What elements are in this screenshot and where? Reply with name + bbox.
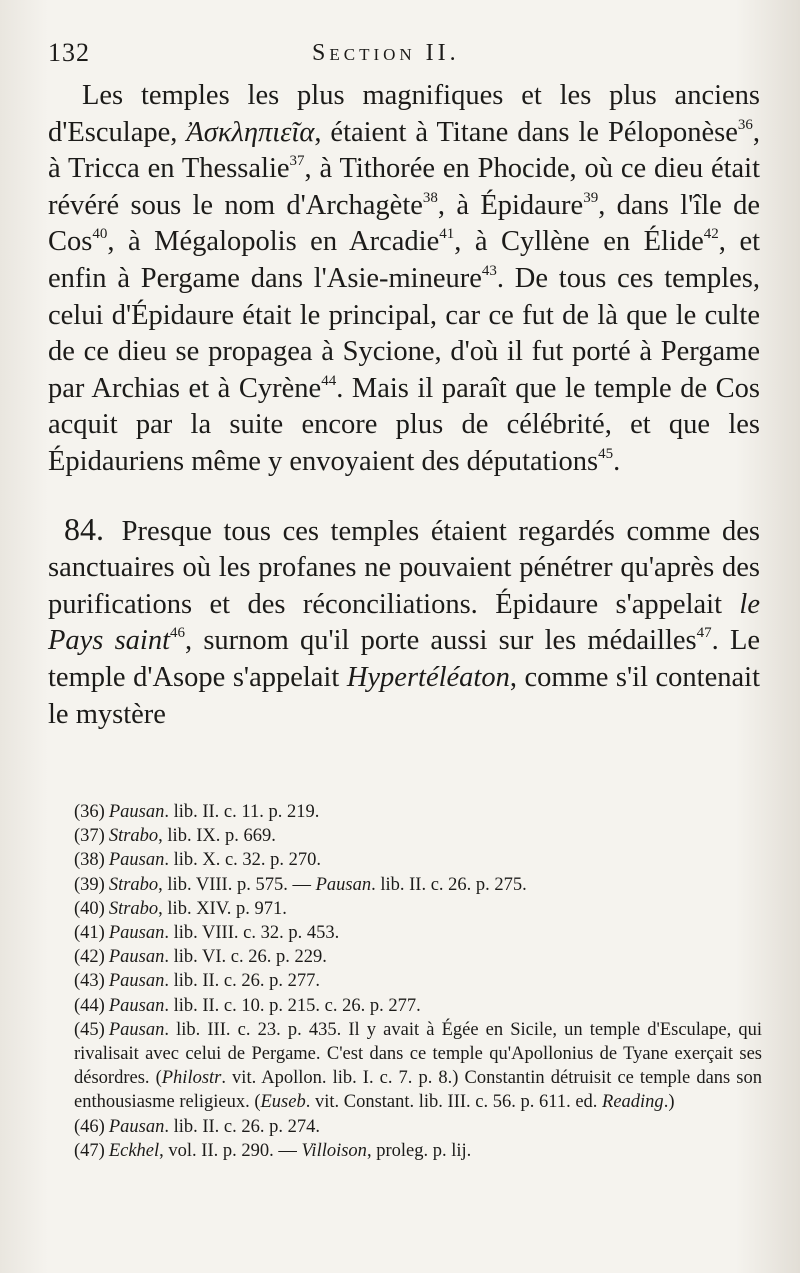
running-head: Section II.: [312, 40, 460, 66]
note-ref-39: 39: [583, 189, 599, 206]
note-ref-44: 44: [321, 372, 337, 389]
section-number: 84.: [64, 510, 104, 547]
body-text: [48, 78, 760, 733]
greek-term: Ἀσκληπιεῖα: [186, 116, 315, 148]
footnote-40: (40) Strabo, lib. XIV. p. 971.: [74, 898, 287, 919]
footnote-43: (43) Pausan. lib. II. c. 26. p. 277.: [74, 971, 321, 992]
paragraph-temples: Les temples les plus magnifiques et les plus anciens d'Esculape, Ἀσκληπιεῖα, étaient à Titane dans le Péloponèse$^{36}$, à Tricca en Thessalie$^{37}$, à Tithorée en Phocide, où ce dieu était révéré sous le nom d'Archagète$^{38}$, à Épidaure$^{39}$, dans l'île de Cos$^{40}$, à Mégalopolis en Arcadie$^{41}$, à Cyllène en Élide$^{42}$, et enfin à Pergame dans l'Asie-mineure$^{43}$. De tous ces temples, celui d'Épidaure était le principal, car ce fut de là que le culte de ce dieu se propagea à Sycione, d'où il fut porté à Pergame par Archias et à Cyrène$^{44}$. Mais il paraît que le temple de Cos acquit par la suite encore plus de célébrité, et que les Épidauriens même y envoyaient des députations$^{45}$.: [48, 80, 761, 477]
note-ref-36: 36: [737, 116, 753, 133]
note-ref-42: 42: [703, 226, 719, 243]
footnote-42: (42) Pausan. lib. VI. c. 26. p. 229.: [74, 947, 327, 968]
footnote-47: (47) Eckhel, vol. II. p. 290. — Villoison, proleg. p. lij.: [74, 1140, 472, 1161]
note-ref-45: 45: [598, 445, 614, 462]
note-ref-47: 47: [696, 625, 712, 642]
footnote-41: (41) Pausan. lib. VIII. c. 32. p. 453.: [74, 923, 340, 944]
note-ref-43: 43: [481, 262, 497, 279]
note-ref-46: 46: [170, 625, 186, 642]
note-ref-41: 41: [439, 226, 455, 243]
footnote-36: (36) Pausan. lib. II. c. 11. p. 219.: [74, 802, 320, 822]
page-number: 132: [48, 38, 90, 67]
footnote-37: (37) Strabo, lib. IX. p. 669.: [74, 826, 276, 847]
footnote-45: (45) Pausan. lib. III. c. 23. p. 435. Il y avait à Égée en Sicile, un temple d'Esculape, qui rivalisait avec celui de Pergame. C'est dans ce temple qu'Apollonius de Tyane exerçait ses désordres. (Philostr. vit. Apollon. lib. I. c. 7. p. 8.) Constantin détruisit ce temple dans son enthousiasme religieux. (Euseb. vit. Constant. lib. III. c. 56. p. 611. ed. Reading.): [74, 1019, 762, 1113]
footnote-44: (44) Pausan. lib. II. c. 10. p. 215. c. 26. p. 277.: [74, 995, 421, 1016]
italic-pays-saint: le Pays saint: [48, 588, 760, 657]
footnotes: [74, 800, 762, 1163]
footnote-39: (39) Strabo, lib. VIII. p. 575. — Pausan. lib. II. c. 26. p. 275.: [74, 874, 527, 895]
note-ref-38: 38: [422, 189, 438, 206]
note-ref-40: 40: [92, 226, 108, 243]
note-ref-37: 37: [289, 153, 305, 170]
footnote-46: (46) Pausan. lib. II. c. 26. p. 274.: [74, 1116, 321, 1137]
footnote-38: (38) Pausan. lib. X. c. 32. p. 270.: [74, 850, 322, 871]
paragraph-84: 84. Presque tous ces temples étaient regardés comme des sanctuaires où les profanes ne pouvaient pénétrer qu'après des purifications et des réconciliations. Épidaure s'appelait le Pays saint$^{46}$, surnom qu'il porte aussi sur les médailles$^{47}$. Le temple d'Asope s'appelait Hypertéléaton, comme s'il contenait le mystère: [48, 510, 761, 730]
page-header: [48, 36, 758, 76]
italic-hypertéléaton: Hypertéléaton: [346, 661, 510, 693]
